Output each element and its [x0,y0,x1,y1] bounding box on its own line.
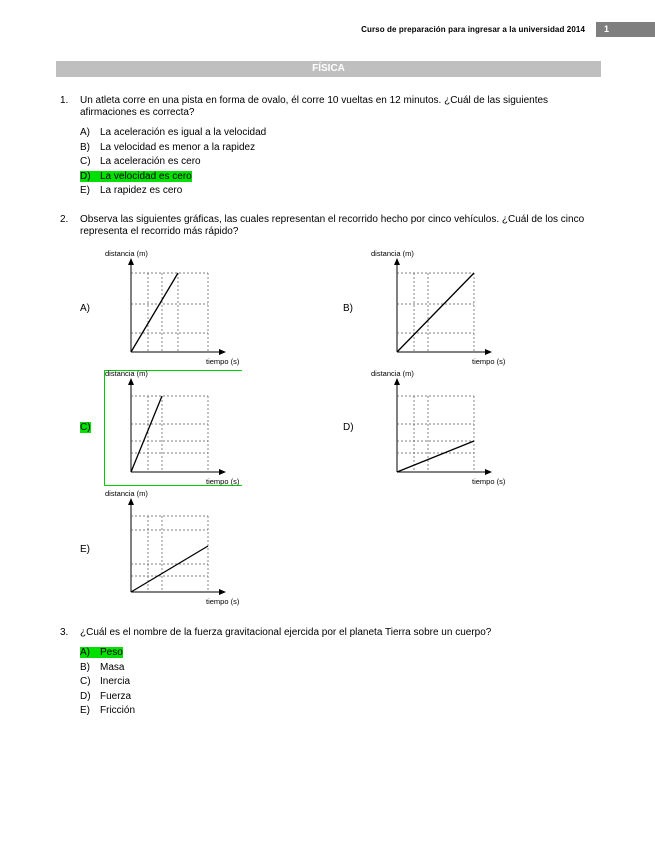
q1-option-a[interactable] [80,126,266,141]
header-title: Curso de preparación para ingresar a la universidad 2014 [361,25,585,34]
option-letter: A) [80,647,90,658]
q3-options [80,646,135,719]
x-axis-label: tiempo (s) [206,357,240,366]
x-arrow [485,469,492,475]
x-axis-label: tiempo (s) [472,477,506,486]
grid [131,516,208,592]
option-letter: C) [80,676,91,687]
option-text: La velocidad es menor a la rapidez [100,141,256,153]
option-text: La aceleración es igual a la velocidad [100,127,267,138]
graph-e-label[interactable]: E) [80,544,90,555]
x-axis-label: tiempo (s) [472,357,506,366]
question-1 [60,95,605,119]
data-line [131,546,208,592]
data-line [131,396,162,472]
question-text: ¿Cuál es el nombre de la fuerza gravitacional ejercida por el planeta Tierra sobre un cuerpo? [80,627,492,638]
question-text: Observa las siguientes gráficas, las cuales representan el recorrido hecho por cinco vehículos. ¿Cuál de los cinco representa el recorrido más rápido? [80,214,585,237]
graph-e [104,488,254,610]
option-text: Inercia [100,676,131,687]
section-title: FÍSICA [56,61,601,77]
graph-a-label[interactable]: A) [80,303,90,314]
data-line [397,273,474,352]
q1-option-d[interactable] [80,170,266,185]
y-axis-label: distancia (m) [105,249,148,258]
y-axis-label: distancia (m) [371,369,414,378]
y-arrow [394,258,400,265]
option-text: Fuerza [100,690,132,702]
data-line [397,441,474,472]
graph-c [104,368,254,490]
q1-options [80,126,266,199]
option-text: La aceleración es cero [100,156,201,167]
question-2 [60,214,605,238]
x-axis-label: tiempo (s) [206,477,240,486]
graph-d [370,368,520,490]
q3-option-b[interactable] [80,661,135,676]
option-letter: E) [80,705,90,716]
x-arrow [485,349,492,355]
x-arrow [219,349,226,355]
option-letter: D) [80,690,91,702]
grid [131,396,208,472]
option-letter: C) [80,156,91,167]
graph-a [104,248,254,370]
y-arrow [128,498,134,505]
option-text: Peso [100,647,123,658]
y-axis-label: distancia (m) [105,369,148,378]
grid [131,273,208,352]
q1-option-b[interactable] [80,141,266,156]
question-number: 2. [60,214,69,225]
q3-option-c[interactable] [80,675,135,690]
question-number: 3. [60,627,69,638]
y-arrow [394,378,400,385]
x-axis-label: tiempo (s) [206,597,240,606]
q3-option-e[interactable] [80,704,135,719]
option-letter: E) [80,185,90,196]
data-line [131,273,178,352]
option-text: La velocidad es cero [100,170,192,182]
graph-b-label[interactable]: B) [343,303,353,314]
y-axis-label: distancia (m) [371,249,414,258]
question-number: 1. [60,95,69,106]
x-arrow [219,589,226,595]
option-letter: B) [80,141,90,153]
page-number: 1 [596,22,655,37]
question-text: Un atleta corre en una pista en forma de ovalo, él corre 10 vueltas en 12 minutos. ¿Cuál de las siguientes afirmaciones es correcta? [80,95,549,118]
question-3 [60,627,605,639]
graph-b [370,248,520,370]
option-letter: B) [80,661,90,673]
q3-option-a[interactable] [80,646,135,661]
option-text: Fricción [100,705,136,716]
x-arrow [219,469,226,475]
y-arrow [128,378,134,385]
option-letter: D) [80,170,91,182]
option-letter: A) [80,127,90,138]
graph-c-label[interactable]: C) [80,422,91,433]
y-arrow [128,258,134,265]
q3-option-d[interactable] [80,690,135,705]
grid [397,396,474,472]
graph-d-label[interactable]: D) [343,422,354,433]
option-text: La rapidez es cero [100,185,183,196]
y-axis-label: distancia (m) [105,489,148,498]
option-text: Masa [100,661,125,673]
q1-option-c[interactable] [80,155,266,170]
q1-option-e[interactable] [80,184,266,199]
